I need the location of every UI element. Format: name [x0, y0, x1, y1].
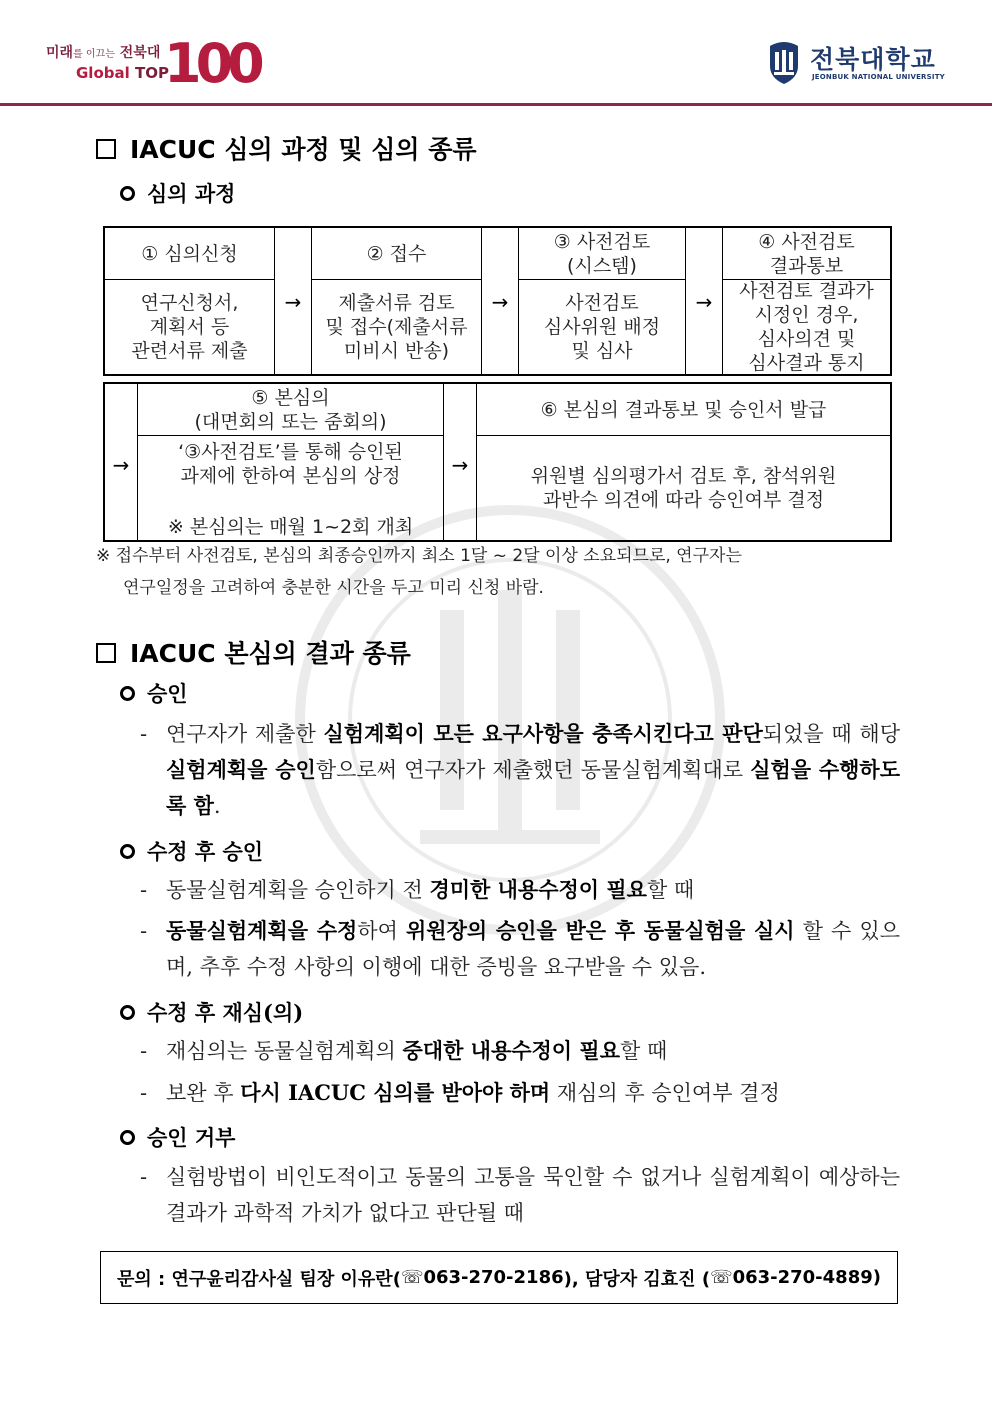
arrow-step-2-3-icon: →: [491, 290, 509, 314]
arrow-step-1-2-icon: →: [284, 290, 302, 314]
header-divider: [0, 103, 992, 106]
circle-bullet-icon: [120, 1130, 135, 1145]
global-top100-logo: [40, 32, 259, 95]
subtitle-reject: 승인 거부: [120, 1122, 235, 1152]
section-title-result-types: IACUC 본심의 결과 종류: [96, 634, 411, 670]
logo-tagline: 미래를 이끄는 전북대: [46, 45, 161, 61]
phone-icon: ☏: [400, 1267, 424, 1288]
step-2-header: ② 접수: [366, 242, 427, 265]
circle-bullet-icon: [120, 844, 135, 859]
subtitle-modify-approve: 수정 후 승인: [120, 836, 263, 866]
checkbox-square-icon: [96, 139, 116, 159]
step-6-body: 위원별 심의평가서 검토 후, 참석위원 과반수 의견에 따라 승인여부 결정: [530, 465, 837, 511]
step-3-header: ③ 사전검토 (시스템): [553, 230, 651, 277]
step-4-body: 사전검토 결과가 시정인 경우, 심사의견 및 심사결과 통지: [739, 280, 874, 374]
step-5-body: ‘③사전검토’를 통해 승인된 과제에 한하여 본심의 상정: [178, 441, 403, 487]
hundred-logo-icon: [164, 32, 259, 95]
step-5-note: ※ 본심의는 매월 1~2회 개최: [167, 516, 414, 538]
step-6-header: ⑥ 본심의 결과통보 및 승인서 발급: [540, 398, 827, 421]
modify-approve-item-1: - 동물실험계획을 승인하기 전 경미한 내용수정이 필요할 때: [140, 877, 695, 902]
university-name-en: JEONBUK NATIONAL UNIVERSITY: [812, 73, 945, 81]
contact-info-box: 문의 : 연구윤리감사실 팀장 이유란( ☏ 063-270-2186 ), 담당자 김효진 ( ☏ 063-270-4889 ): [100, 1251, 898, 1304]
subtitle-review-process: 심의 과정: [120, 178, 235, 208]
logo-global-top: Global TOP: [76, 64, 169, 82]
circle-bullet-icon: [120, 186, 135, 201]
approve-description: - 연구자가 제출한 실험계획이 모든 요구사항을 충족시킨다고 판단되었을 때 해당 실험계획을 승인함으로써 연구자가 제출했던 동물실험계획대로 실험을 수행하도록 함.: [140, 721, 901, 818]
step-4-header: ④ 사전검토 결과통보: [758, 230, 855, 277]
process-flow-row-1: [103, 226, 892, 376]
page-header: [0, 0, 992, 106]
step-5-header: ⑤ 본심의 (대면회의 또는 줌회의): [194, 386, 387, 433]
circle-bullet-icon: [120, 686, 135, 701]
arrow-step-5-6-icon: →: [451, 453, 469, 477]
step-3-body: 사전검토 심사위원 배정 및 심사: [543, 292, 661, 362]
modify-approve-item-2: - 동물실험계획을 수정하여 위원장의 승인을 받은 후 동물실험을 실시 할 수 있으며, 추후 수정 사항의 이행에 대한 증빙을 요구받을 수 있음.: [140, 918, 901, 979]
process-duration-note: ※ 접수부터 사전검토, 본심의 최종승인까지 최소 1달 ~ 2달 이상 소요되므로, 연구자는 연구일정을 고려하여 충분한 시간을 두고 미리 신청 바람.: [96, 546, 742, 598]
phone-number-1: 063-270-2186: [423, 1267, 564, 1288]
reject-description: - 실험방법이 비인도적이고 동물의 고통을 묵인할 수 없거나 실험계획이 예상하는 결과가 과학적 가치가 없다고 판단될 때: [140, 1165, 900, 1225]
process-flow-row-2: [103, 382, 892, 542]
modify-review-item-2: - 보완 후 다시 IACUC 심의를 받아야 하며 재심의 후 승인여부 결정: [140, 1080, 780, 1105]
checkbox-square-icon: [96, 643, 116, 663]
phone-icon: ☏: [710, 1267, 733, 1288]
modify-review-item-1: - 재심의는 동물실험계획의 중대한 내용수정이 필요할 때: [140, 1038, 668, 1063]
svg-text:100: 100: [164, 32, 259, 95]
step-2-body: 제출서류 검토 및 접수(제출서류 미비시 반송): [325, 292, 468, 362]
university-seal-icon: [766, 40, 802, 84]
arrow-into-step-5-icon: →: [112, 453, 130, 477]
university-name-ko: 전북대학교: [810, 45, 936, 74]
circle-bullet-icon: [120, 1005, 135, 1020]
arrow-step-3-4-icon: →: [695, 290, 713, 314]
subtitle-approve: 승인: [120, 678, 188, 708]
subtitle-modify-review: 수정 후 재심(의): [120, 997, 303, 1027]
phone-number-2: 063-270-4889: [732, 1267, 873, 1288]
university-logo: [766, 40, 956, 86]
step-1-body: 연구신청서, 계획서 등 관련서류 제출: [131, 292, 248, 362]
step-1-header: ① 심의신청: [141, 242, 238, 265]
section-title-review-process: IACUC 심의 과정 및 심의 종류: [96, 130, 477, 166]
